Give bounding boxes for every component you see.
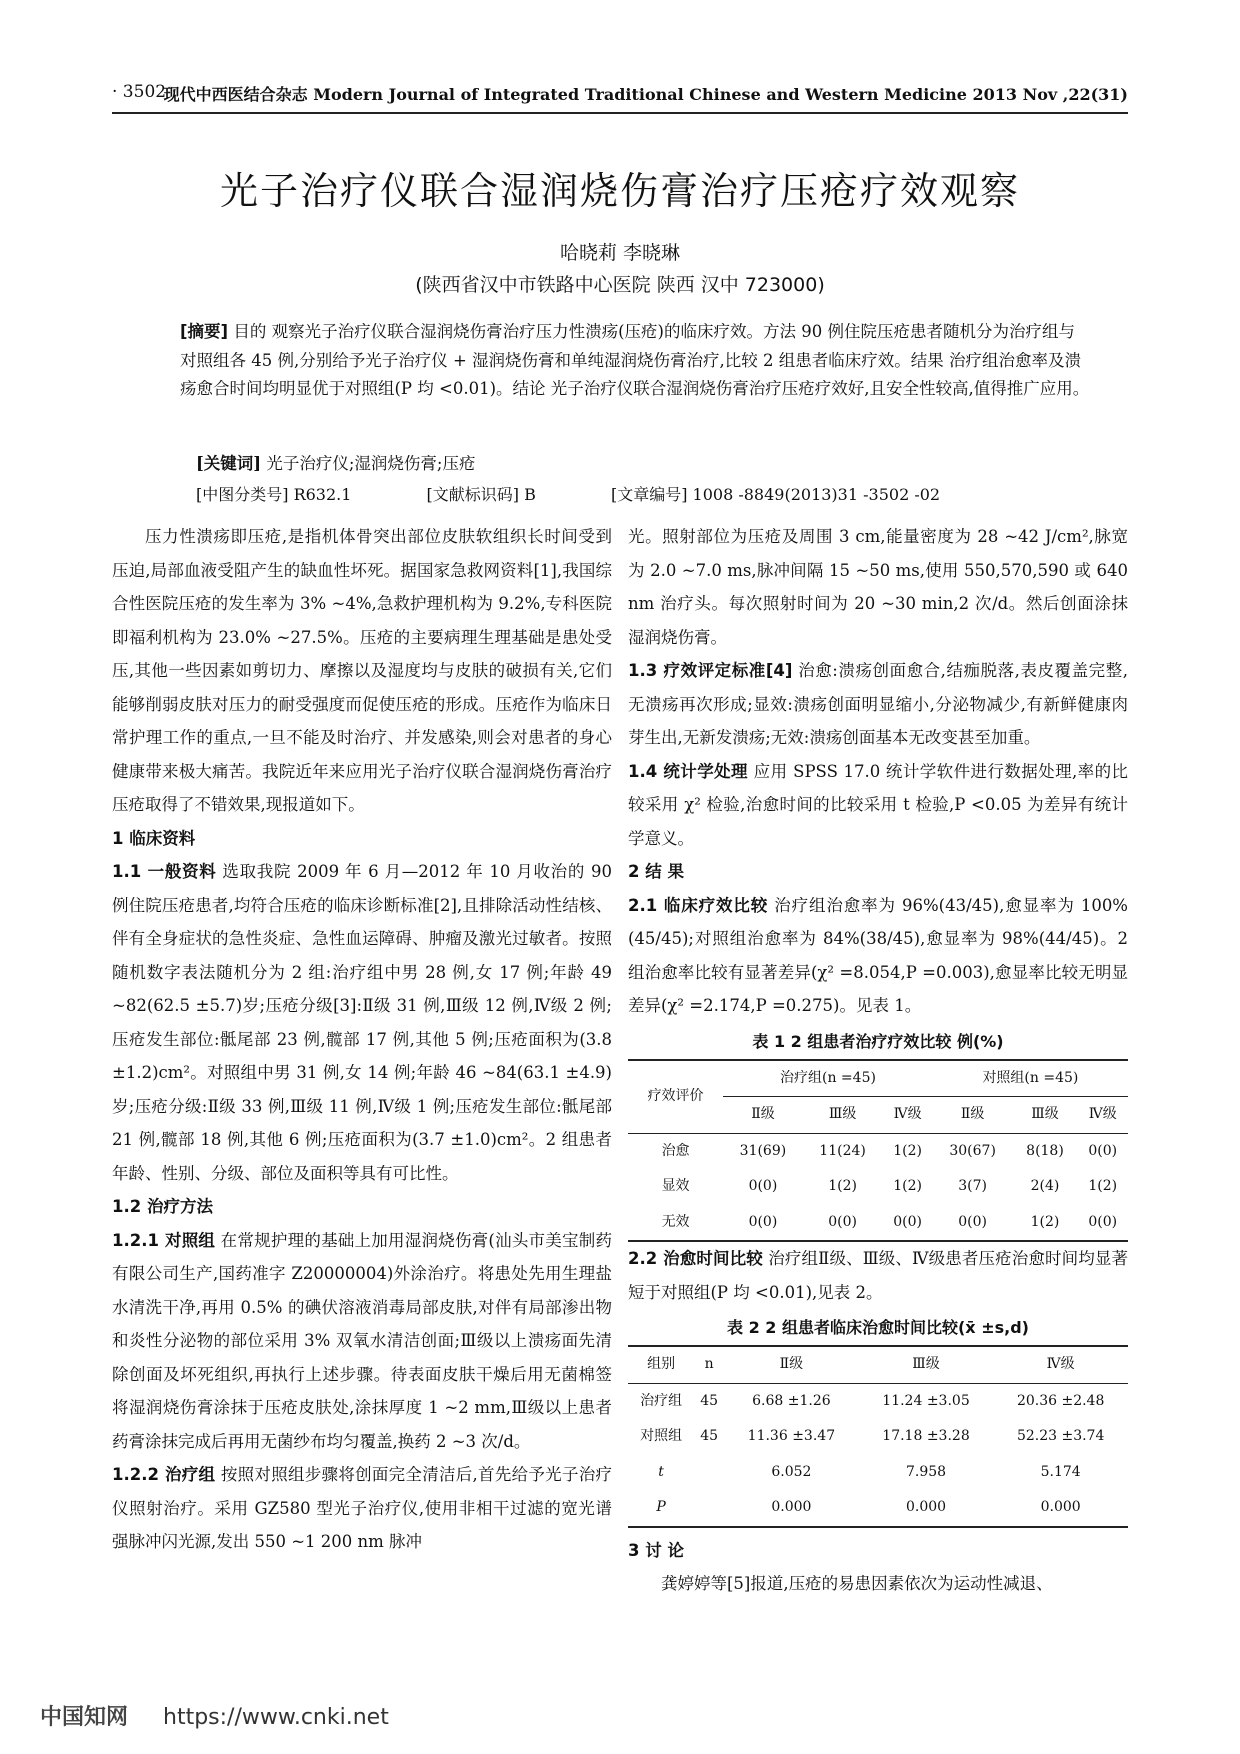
section-1-4-text: 应用 SPSS 17.0 统计学软件进行数据处理,率的比较采用 χ² 检验,治愈时间的比较采用 t 检验,P <0.05 为差异有统计学意义。 [628, 761, 1128, 848]
table-row [628, 1205, 1128, 1242]
table-1-grade-header: Ⅲ级 [803, 1097, 883, 1134]
section-2-heading: 2 结 果 [628, 862, 684, 881]
abstract-text: 目的 观察光子治疗仪联合湿润烧伤膏治疗压力性溃疡(压疮)的临床疗效。方法 90 例住院压疮患者随机分为治疗组与对照组各 45 例,分别给予光子治疗仪 + 湿润烧伤膏和单纯湿润烧伤膏治疗,比较 2 组患者临床疗效。结果 治疗组治愈率及溃疡愈合时间均明显优于对照组(P 均 <0.01)。结论 光子治疗仪联合湿润烧伤膏治疗压疮疗效好,且安全性较高,值得推广应用。 [180, 322, 1090, 398]
right-column [628, 520, 1128, 1601]
table-cell: 0(0) [958, 1213, 988, 1230]
article-number: [文章编号] 1008 -8849(2013)31 -3502 -02 [610, 485, 941, 504]
cnki-logo: 中国知网 [40, 1705, 129, 1730]
table-row [628, 1169, 1128, 1205]
table-cell: 31(69) [739, 1142, 787, 1159]
table-row [628, 1419, 1128, 1455]
section-1-1-text: 选取我院 2009 年 6 月—2012 年 10 月收治的 90 例住院压疮患者,均符合压疮的临床诊断标准[2],且排除活动性结核、伴有全身症状的急性炎症、急性血运障碍、肿瘤及激光过敏者。按照随机数字表法随机分为 2 组:治疗组中男 28 例,女 17 例;年龄 49 ~82(62.5 ±5.7)岁;压疮分级[3]:Ⅱ级 31 例,Ⅲ级 12 例,Ⅳ级 2 例;压疮发生部位:骶尾部 23 例,髋部 17 例,其他 5 例;压疮面积为(3.8 ±1.2)cm²。对照组中男 31 例,女 14 例;年龄 46 ~84(63.1 ±4.9)岁;压疮分级:Ⅱ级 33 例,Ⅲ级 11 例,Ⅳ级 1 例;压疮发生部位:骶尾部 21 例,髋部 18 例,其他 6 例;压疮面积为(3.7 ±1.0)cm²。2 组患者年龄、性别、分级、部位及面积等具有可比性。 [112, 862, 613, 1183]
table-cell: 52.23 ±3.74 [1016, 1428, 1105, 1444]
table-1-grade-header: Ⅳ级 [1078, 1097, 1129, 1134]
table-cell: 0(0) [828, 1213, 857, 1230]
table-1-grade-header: Ⅱ级 [723, 1097, 803, 1134]
authors: 哈晓莉 李晓琳 [559, 242, 681, 264]
table-row [628, 1383, 1128, 1419]
table-row [628, 1490, 1128, 1527]
affiliation: (陕西省汉中市铁路中心医院 陕西 汉中 723000) [415, 274, 825, 296]
table-cell: 7.958 [905, 1463, 947, 1480]
abstract [180, 318, 1090, 404]
table-cell: 无效 [661, 1213, 690, 1230]
table-cell: t [658, 1463, 664, 1480]
section-1-2-heading: 1.2 治疗方法 [112, 1197, 213, 1216]
keywords-label: [关键词] [196, 454, 262, 473]
table-cell: P [656, 1499, 666, 1515]
table-cell: 0(0) [748, 1213, 778, 1230]
table-cell: 1(2) [893, 1178, 922, 1194]
table-cell: 对照组 [640, 1428, 683, 1444]
running-header [112, 78, 1128, 114]
table-cell: 1(2) [1088, 1178, 1118, 1194]
table-1-grade-header: Ⅱ级 [933, 1097, 1013, 1134]
table-cell: 0.000 [905, 1499, 947, 1515]
cnki-url[interactable]: https://www.cnki.net [163, 1705, 389, 1730]
discussion-paragraph: 龚婷婷等[5]报道,压疮的易患因素依次为运动性减退、 [661, 1574, 1053, 1593]
table-1-group-control: 对照组(n =45) [933, 1060, 1128, 1097]
classification-line [196, 482, 1096, 505]
section-3-heading: 3 讨 论 [628, 1540, 684, 1560]
section-1-3-text: 治愈:溃疡创面愈合,结痂脱落,表皮覆盖完整,无溃疡再次形成;显效:溃疡创面明显缩小,分泌物减少,有新鲜健康肉芽生出,无新发溃疡;无效:溃疡创面基本无改变甚至加重。 [628, 661, 1128, 747]
table-cell: 0(0) [1088, 1213, 1118, 1230]
document-code: [文献标识码] B [426, 485, 536, 504]
section-1-2-1-text: 在常规护理的基础上加用湿润烧伤膏(汕头市美宝制药有限公司生产,国药准字 Z20000004)外涂治疗。将患处先用生理盐水清洗干净,再用 0.5% 的碘伏溶液消毒局部皮肤,对伴有局部渗出物和炎性分泌物的部位采用 3% 双氧水清洁创面;Ⅲ级以上溃疡面先清除创面及坏死组织,再执行上述步骤。待表面皮肤干燥后用无菌棉签将湿润烧伤膏涂抹于压疮皮肤处,涂抹厚度 1 ~2 mm,Ⅲ级以上患者药膏涂抹完成后再用无菌纱布均匀覆盖,换药 2 ~3 次/d。 [112, 1230, 612, 1451]
table-row [628, 1133, 1128, 1169]
table-1-grade-header: Ⅲ级 [1012, 1097, 1077, 1134]
table-cell: 治愈 [661, 1142, 690, 1159]
table-1-caption: 表 1 2 组患者治疗疗效比较 例(%) [752, 1031, 1004, 1051]
table-cell: 20.36 ±2.48 [1016, 1392, 1105, 1409]
table-cell: 6.052 [771, 1463, 812, 1480]
table-2-header: 组别 [628, 1346, 694, 1383]
table-cell: 0.000 [771, 1499, 812, 1515]
section-2-1-label: 2.1 临床疗效比较 [628, 895, 769, 915]
left-column [112, 520, 612, 1559]
table-1-row-header: 疗效评价 [628, 1060, 723, 1134]
section-1-2-2-label: 1.2.2 治疗组 [112, 1465, 216, 1484]
page-number: · 3502 · [112, 82, 177, 102]
article-title: 光子治疗仪联合湿润烧伤膏治疗压疮疗效观察 [219, 169, 1020, 213]
section-1-4-label: 1.4 统计学处理 [628, 761, 748, 781]
section-2-2-text: 治疗组Ⅱ级、Ⅲ级、Ⅳ级患者压疮治愈时间均显著短于对照组(P 均 <0.01),见表 2。 [628, 1249, 1128, 1302]
continued-paragraph: 光。照射部位为压疮及周围 3 cm,能量密度为 28 ~42 J/cm²,脉宽为 2.0 ~7.0 ms,脉冲间隔 15 ~50 ms,使用 550,570,590 或 640 nm 治疗头。每次照射时间为 20 ~30 min,2 次/d。然后创面涂抹湿润烧伤膏。 [628, 527, 1128, 647]
table-cell: 1(2) [893, 1142, 922, 1159]
table-2-caption: 表 2 2 组患者临床治愈时间比较(x̄ ±s,d) [727, 1318, 1029, 1337]
table-cell: 1(2) [828, 1178, 857, 1194]
table-cell: 17.18 ±3.28 [882, 1428, 970, 1444]
table-cell: 11(24) [819, 1142, 866, 1159]
table-cell: 5.174 [1040, 1463, 1081, 1480]
table-cell: 30(67) [949, 1142, 996, 1159]
table-cell: 11.24 ±3.05 [882, 1392, 970, 1409]
clc-number: [中图分类号] R632.1 [196, 485, 352, 504]
abstract-label: [摘要] [180, 322, 229, 341]
table-cell: 0(0) [893, 1213, 922, 1230]
table-cell: 2(4) [1030, 1178, 1060, 1194]
section-2-2-label: 2.2 治愈时间比较 [628, 1249, 763, 1268]
intro-paragraph: 压力性溃疡即压疮,是指机体骨突出部位皮肤软组织长时间受到压迫,局部血液受阻产生的缺血性坏死。据国家急救网资料[1],我国综合性医院压疮的发生率为 3% ~4%,急救护理机构为 9.2%,专科医院即福利机构为 23.0% ~27.5%。压疮的主要病理生理基础是患处受压,其他一些因素如剪切力、摩擦以及湿度均与皮肤的破损有关,它们能够削弱皮肤对压力的耐受强度而促使压疮的形成。压疮作为临床日常护理工作的重点,一旦不能及时治疗、并发感染,则会对患者的身心健康带来极大痛苦。我院近年来应用光子治疗仪联合湿润烧伤膏治疗压疮取得了不错效果,现报道如下。 [112, 527, 612, 814]
table-row [628, 1455, 1128, 1491]
section-1-heading: 1 临床资料 [112, 828, 196, 848]
table-cell: 45 [700, 1428, 719, 1444]
journal-title: 现代中西医结合杂志 Modern Journal of Integrated Traditional Chinese and Western Medicine 2013 Nov ,22(31) [163, 85, 1128, 104]
table-cell: 治疗组 [640, 1392, 683, 1409]
table-cell [694, 1490, 724, 1527]
table-1-group-treatment: 治疗组(n =45) [723, 1060, 933, 1097]
table-cell: 11.36 ±3.47 [747, 1428, 836, 1444]
table-cell: 3(7) [958, 1178, 988, 1194]
table-2-header: Ⅲ级 [859, 1346, 994, 1383]
keywords-text: 光子治疗仪;湿润烧伤膏;压疮 [266, 454, 476, 473]
section-1-2-1-label: 1.2.1 对照组 [112, 1230, 216, 1250]
section-1-3-label: 1.3 疗效评定标准[4] [628, 661, 793, 680]
section-2-1-text: 治疗组治愈率为 96%(43/45),愈显率为 100%(45/45);对照组治愈率为 84%(38/45),愈显率为 98%(44/45)。2 组治愈率比较有显著差异(χ² =8.054,P =0.003),愈显率比较无明显差异(χ² =2.174,P =0.275)。见表 1。 [628, 895, 1128, 1015]
table-cell: 0(0) [1088, 1142, 1118, 1159]
table-2-header: n [694, 1346, 724, 1383]
table-cell: 显效 [661, 1178, 690, 1194]
table-cell: 8(18) [1026, 1142, 1064, 1159]
table-cell: 0(0) [748, 1178, 778, 1194]
table-cell: 0.000 [1040, 1499, 1081, 1515]
table-2-header: Ⅳ级 [993, 1346, 1128, 1383]
table-cell: 45 [700, 1392, 719, 1409]
table-cell: 1(2) [1030, 1213, 1060, 1230]
table-1-grade-header: Ⅳ级 [882, 1097, 932, 1134]
watermark-footer [40, 1700, 389, 1731]
table-1 [628, 1059, 1128, 1243]
section-1-2-2-text: 按照对照组步骤将创面完全清洁后,首先给予光子治疗仪照射治疗。采用 GZ580 型光子治疗仪,使用非相干过滤的宽光谱强脉冲闪光源,发出 550 ~1 200 nm 脉冲 [112, 1465, 612, 1551]
table-cell [694, 1455, 724, 1491]
table-2-header: Ⅱ级 [724, 1346, 859, 1383]
keywords [196, 450, 1096, 474]
section-1-1-label: 1.1 一般资料 [112, 862, 217, 881]
table-2 [628, 1345, 1128, 1528]
table-cell: 6.68 ±1.26 [752, 1392, 831, 1409]
